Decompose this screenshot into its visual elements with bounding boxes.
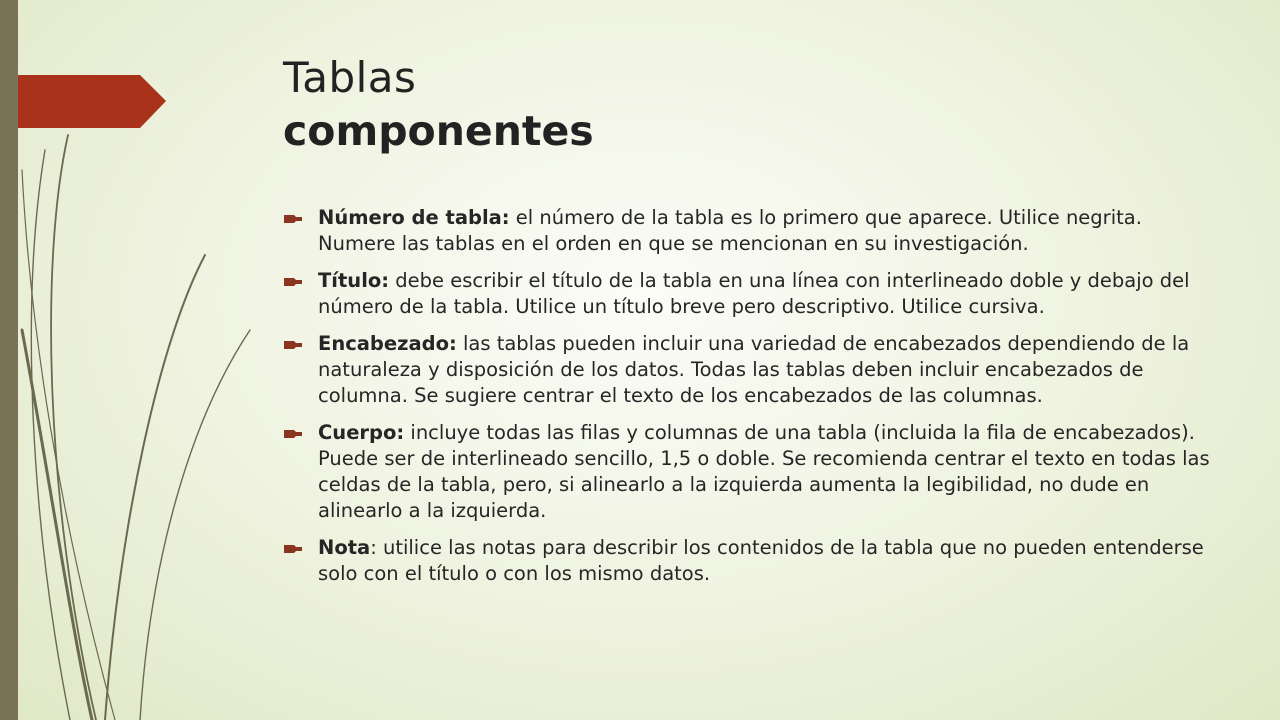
bullet-term: Encabezado: xyxy=(318,332,457,355)
list-item-titulo xyxy=(283,268,1218,320)
bullet-text: : utilice las notas para describir los contenidos de la tabla que no pueden entenderse solo con el título o con los mismo datos. xyxy=(318,536,1204,585)
decorative-grass-graphic xyxy=(0,0,300,720)
title-accent-arrow xyxy=(18,75,166,128)
list-item-encabezado xyxy=(283,331,1218,409)
grass-stem xyxy=(22,170,115,720)
list-item-nota xyxy=(283,535,1218,587)
bullet-term: Nota xyxy=(318,536,371,559)
title-line-componentes: componentes xyxy=(283,107,594,155)
slide-title xyxy=(283,52,1223,158)
bullet-list xyxy=(283,205,1218,598)
bullet-term: Título: xyxy=(318,269,390,292)
title-line-tablas: Tablas xyxy=(283,53,417,102)
bullet-term: Cuerpo: xyxy=(318,421,405,444)
bullet-text: debe escribir el título de la tabla en una línea con interlineado doble y debajo del número de la tabla. Utilice un título breve pero descriptivo. Utilice cursiva. xyxy=(318,269,1190,318)
bullet-text: el número de la tabla es lo primero que aparece. Utilice negrita. Numere las tablas en el orden en que se mencionan en su investigación. xyxy=(318,206,1142,255)
pointing-hand-arrow-icon xyxy=(284,430,302,438)
pointing-hand-arrow-icon xyxy=(284,545,302,553)
grass-stem xyxy=(105,255,205,720)
bullet-text: las tablas pueden incluir una variedad de encabezados dependiendo de la naturaleza y disposición de los datos. Todas las tablas deben incluir encabezados de columna. Se sugiere centrar el texto de los encabezados de las columnas. xyxy=(318,332,1190,407)
pointing-hand-arrow-icon xyxy=(284,215,302,223)
bullet-text: incluye todas las filas y columnas de una tabla (incluida la fila de encabezados). Puede ser de interlineado sencillo, 1,5 o doble. Se recomienda centrar el texto en todas las celdas de la tabla, pero, si alinearlo a la izquierda aumenta la legibilidad, no dude en alinearlo a la izquierda. xyxy=(318,421,1210,522)
pointing-hand-arrow-icon xyxy=(284,278,302,286)
list-item-numero-de-tabla xyxy=(283,205,1218,257)
grass-stem xyxy=(31,150,70,720)
list-item-cuerpo xyxy=(283,420,1218,524)
bullet-term: Número de tabla: xyxy=(318,206,510,229)
pointing-hand-arrow-icon xyxy=(284,341,302,349)
